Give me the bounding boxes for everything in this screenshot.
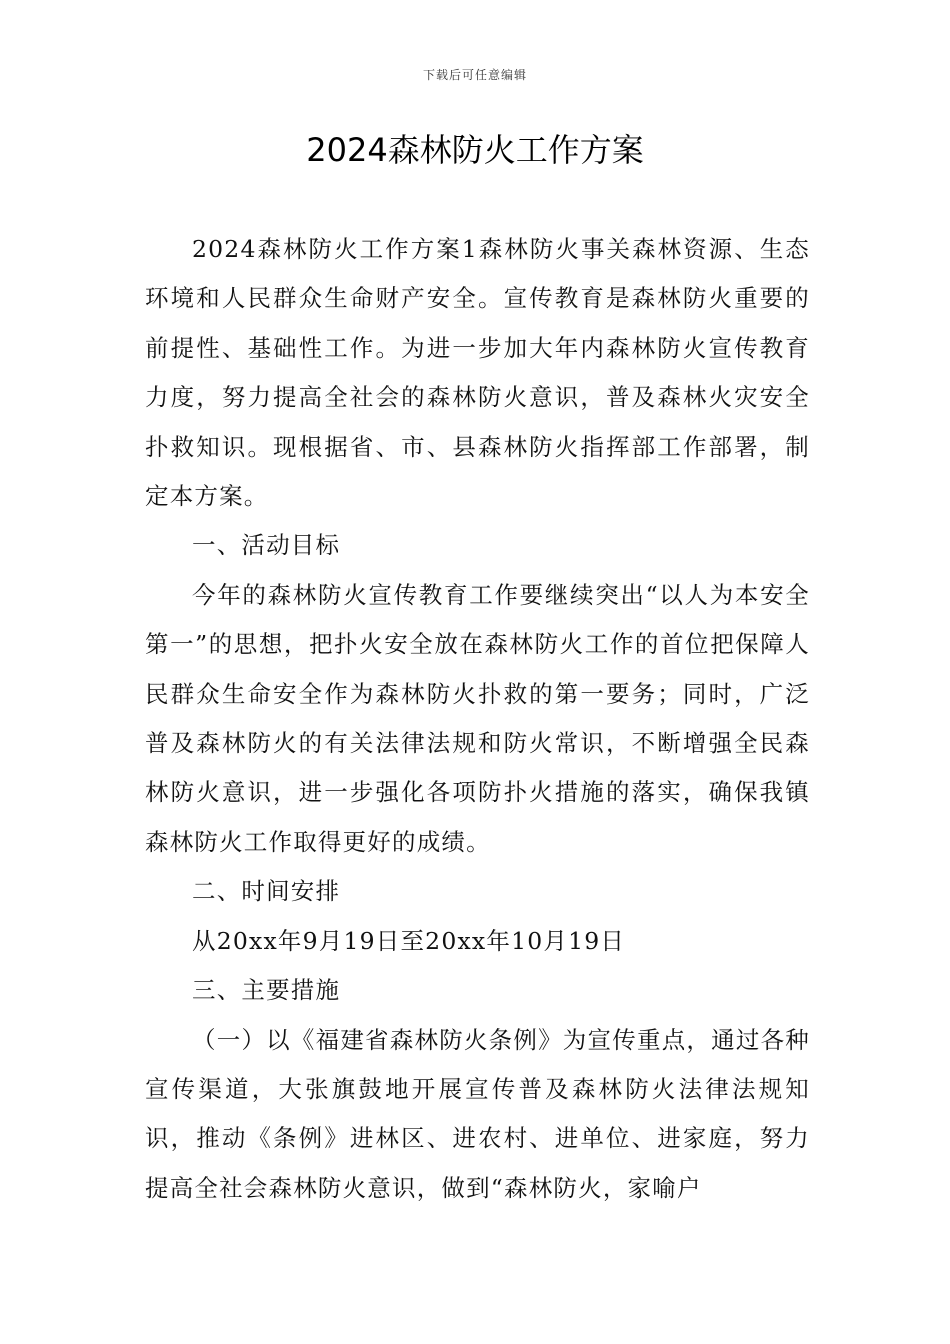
section-heading-goals: 一、活动目标	[192, 531, 341, 560]
paragraph-schedule: 从20xx年9月19日至20xx年10月19日	[192, 926, 626, 955]
document-title: 2024森林防火工作方案	[306, 131, 644, 169]
paragraph-intro: 2024森林防火工作方案1森林防火事关森林资源、生态环境和人民群众生命财产安全。宣传教育是森林防火重要的前提性、基础性工作。为进一步加大年内森林防火宣传教育力度，努力提高全社会的森林防火意识，普及森林火灾安全扑救知识。现根据省、市、县森林防火指挥部工作部署，制定本方案。	[145, 235, 810, 511]
section-heading-schedule: 二、时间安排	[192, 877, 341, 906]
document-body	[145, 225, 810, 1213]
paragraph-measure-1: （一）以《福建省森林防火条例》为宣传重点，通过各种宣传渠道，大张旗鼓地开展宣传普及森林防火法律法规知识，推动《条例》进林区、进农村、进单位、进家庭，努力提高全社会森林防火意识，做到“森林防火，家喻户	[145, 1025, 810, 1202]
section-heading-measures: 三、主要措施	[192, 976, 341, 1005]
header-note: 下载后可任意编辑	[422, 68, 527, 82]
paragraph-goals: 今年的森林防火宣传教育工作要继续突出“以人为本安全第一”的思想，把扑火安全放在森林防火工作的首位把保障人民群众生命安全作为森林防火扑救的第一要务；同时，广泛普及森林防火的有关法律法规和防火常识，不断增强全民森林防火意识，进一步强化各项防扑火措施的落实，确保我镇森林防火工作取得更好的成绩。	[145, 580, 810, 856]
